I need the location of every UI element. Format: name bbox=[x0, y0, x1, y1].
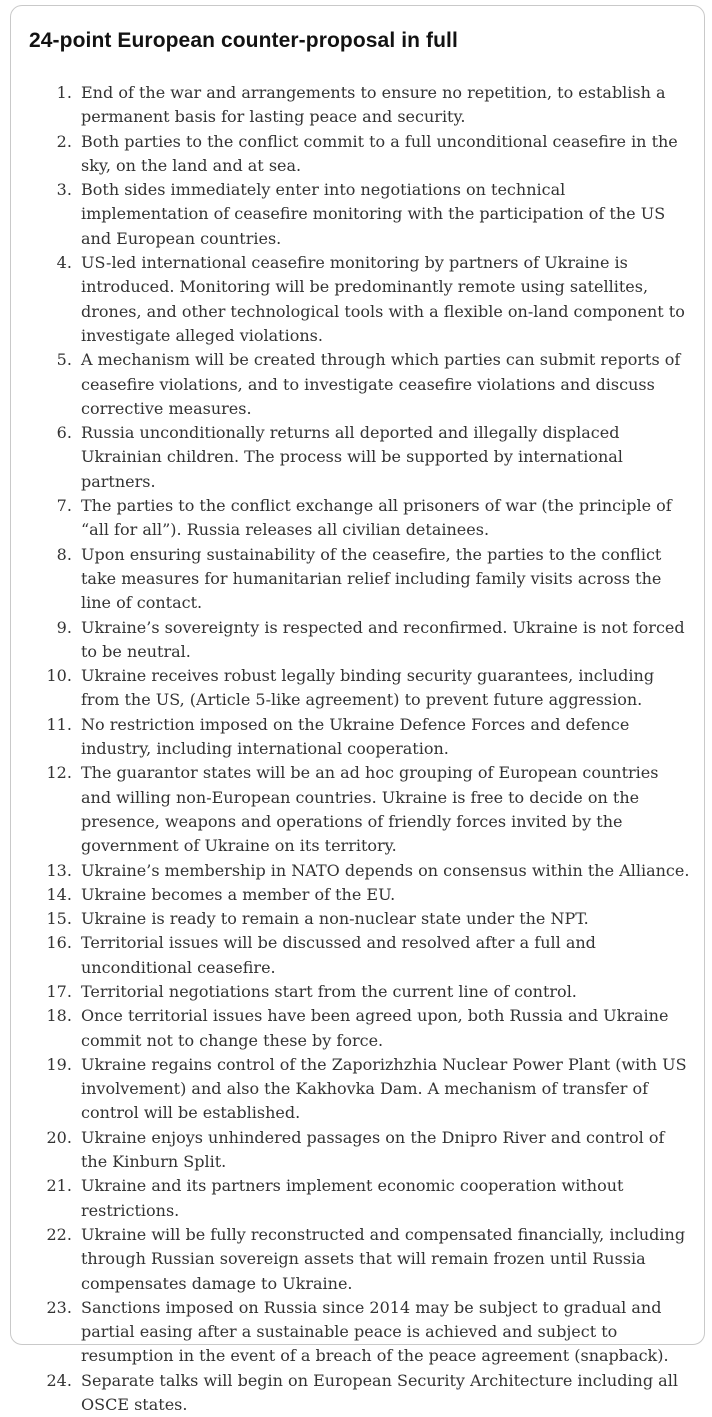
list-item: 12. The guarantor states will be an ad hoc grouping of European countries and willing non-European countries. Ukraine is free to decide on the presence, weapons and operations of friendly forces invited by the government of Ukraine on its territory. bbox=[77, 761, 690, 858]
list-item: 7. The parties to the conflict exchange all prisoners of war (the principle of “all for all”). Russia releases all civilian detainees. bbox=[77, 494, 690, 543]
list-item: 19. Ukraine regains control of the Zaporizhzhia Nuclear Power Plant (with US involvement) and also the Kakhovka Dam. A mechanism of transfer of control will be established. bbox=[77, 1053, 690, 1126]
list-item: 22. Ukraine will be fully reconstructed and compensated financially, including through Russian sovereign assets that will remain frozen until Russia compensates damage to Ukraine. bbox=[77, 1223, 690, 1296]
proposal-card bbox=[10, 5, 705, 1415]
page-title: 24-point European counter-proposal in full bbox=[29, 29, 458, 52]
list-item: 14. Ukraine becomes a member of the EU. bbox=[77, 883, 690, 907]
list-item: 18. Once territorial issues have been agreed upon, both Russia and Ukraine commit not to change these by force. bbox=[77, 1004, 690, 1053]
list-item: 24. Separate talks will begin on European Security Architecture including all OSCE states. bbox=[77, 1369, 690, 1417]
list-item: 6. Russia unconditionally returns all deported and illegally displaced Ukrainian children. The process will be supported by international partners. bbox=[77, 421, 690, 494]
list-item: 9. Ukraine’s sovereignty is respected and reconfirmed. Ukraine is not forced to be neutral. bbox=[77, 616, 690, 665]
list-item: 10. Ukraine receives robust legally binding security guarantees, including from the US, (Article 5-like agreement) to prevent future aggression. bbox=[77, 664, 690, 713]
list-item: 16. Territorial issues will be discussed and resolved after a full and unconditional ceasefire. bbox=[77, 931, 690, 980]
list-item: 13. Ukraine’s membership in NATO depends on consensus within the Alliance. bbox=[77, 859, 690, 883]
list-item: 3. Both sides immediately enter into negotiations on technical implementation of ceasefire monitoring with the participation of the US and European countries. bbox=[77, 178, 690, 251]
list-item: 5. A mechanism will be created through which parties can submit reports of ceasefire violations, and to investigate ceasefire violations and discuss corrective measures. bbox=[77, 348, 690, 421]
proposal-list bbox=[11, 81, 690, 1417]
list-item: 20. Ukraine enjoys unhindered passages on the Dnipro River and control of the Kinburn Split. bbox=[77, 1126, 690, 1175]
list-item: 17. Territorial negotiations start from the current line of control. bbox=[77, 980, 690, 1004]
list-item: 21. Ukraine and its partners implement economic cooperation without restrictions. bbox=[77, 1174, 690, 1223]
list-item: 1. End of the war and arrangements to ensure no repetition, to establish a permanent basis for lasting peace and security. bbox=[77, 81, 690, 130]
list-item: 23. Sanctions imposed on Russia since 2014 may be subject to gradual and partial easing after a sustainable peace is achieved and subject to resumption in the event of a breach of the peace agreement (snapback). bbox=[77, 1296, 690, 1369]
list-item: 2. Both parties to the conflict commit to a full unconditional ceasefire in the sky, on the land and at sea. bbox=[77, 130, 690, 179]
list-item: 15. Ukraine is ready to remain a non-nuclear state under the NPT. bbox=[77, 907, 690, 931]
list-item: 8. Upon ensuring sustainability of the ceasefire, the parties to the conflict take measures for humanitarian relief including family visits across the line of contact. bbox=[77, 543, 690, 616]
list-item: 4. US-led international ceasefire monitoring by partners of Ukraine is introduced. Monitoring will be predominantly remote using satellites, drones, and other technological tools with a flexible on-land component to investigate alleged violations. bbox=[77, 251, 690, 348]
list-item: 11. No restriction imposed on the Ukraine Defence Forces and defence industry, including international cooperation. bbox=[77, 713, 690, 762]
